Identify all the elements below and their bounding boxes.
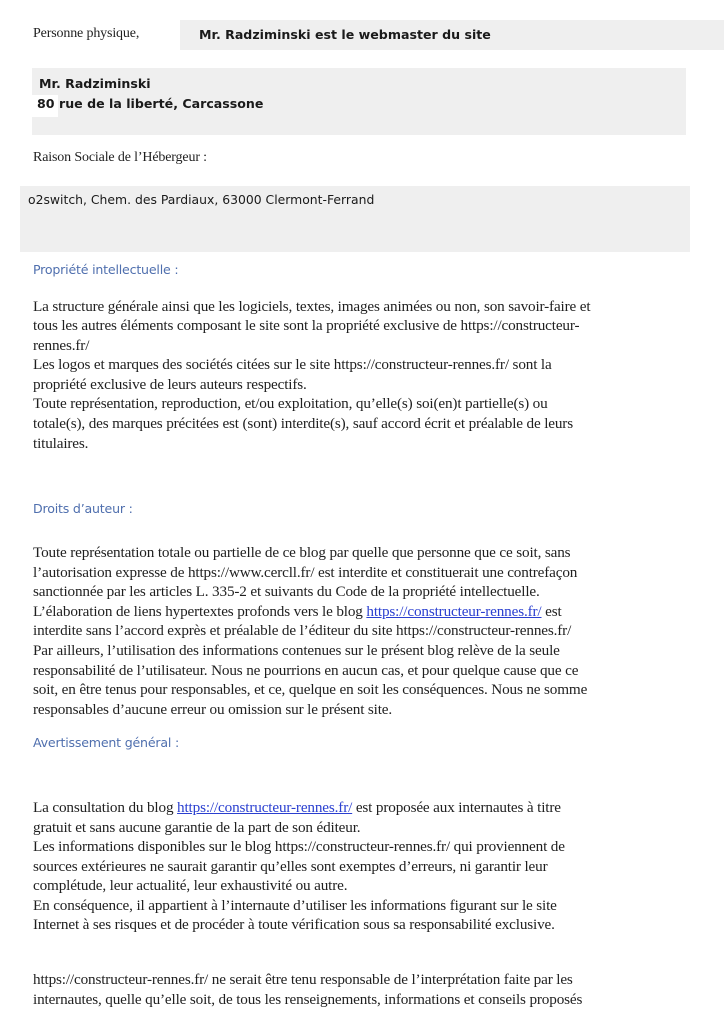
host-value: o2switch, Chem. des Pardiaux, 63000 Clermont-Ferrand <box>28 192 375 207</box>
warning-line: Les informations disponibles sur le blog https://constructeur-rennes.fr/ qui proviennent de <box>33 838 565 855</box>
copyright-line: l’autorisation expresse de https://www.cercll.fr/ est interdite et constituerait une contrefaçon <box>33 564 578 581</box>
heading-intellectual-property: Propriété intellectuelle : <box>33 262 179 277</box>
copyright-line-text: L’élaboration de liens hypertextes profonds vers le blog <box>33 603 367 620</box>
identity-value: Mr. Radziminski est le webmaster du site <box>199 27 491 42</box>
warning-line-text: La consultation du blog <box>33 799 178 816</box>
heading-copyright: Droits d’auteur : <box>33 501 133 516</box>
copyright-line: sanctionnée par les articles L. 335-2 et suivants du Code de la propriété intellectuelle. <box>33 583 540 600</box>
copyright-line: responsabilité de l’utilisateur. Nous ne pourrions en aucun cas, et pour quelque cause que ce <box>33 662 579 679</box>
warning-line: complétude, leur actualité, leur exhaustivité ou autre. <box>33 877 348 894</box>
ip-line: rennes.fr/ <box>33 337 90 354</box>
ip-line: Toute représentation, reproduction, et/ou exploitation, qu’elle(s) soi(en)t partielle(s) ou <box>33 395 548 412</box>
warning-line: Internet à ses risques et de procéder à toute vérification sous sa responsabilité exclusive. <box>33 916 555 933</box>
heading-general-warning: Avertissement général : <box>33 735 180 750</box>
ip-line: propriété exclusive de leurs auteurs respectifs. <box>33 376 307 393</box>
ip-line: Les logos et marques des sociétés citées sur le site https://constructeur-rennes.fr/ sont la <box>33 356 552 373</box>
ip-line: La structure générale ainsi que les logiciels, textes, images animées ou non, son savoir-faire et <box>33 298 591 315</box>
address-name: Mr. Radziminski <box>39 76 151 91</box>
warning-line: internautes, quelle qu’elle soit, de tous les renseignements, informations et conseils proposés <box>33 991 583 1008</box>
copyright-line: soit, en être tenus pour responsables, et ce, quelque en soit les conséquences. Nous ne somme <box>33 681 588 698</box>
copyright-line <box>33 603 562 621</box>
warning-line <box>33 799 561 817</box>
identity-label: Personne physique, <box>33 26 140 41</box>
constructeur-rennes-link[interactable]: https://constructeur-rennes.fr/ <box>177 799 353 816</box>
warning-line: gratuit et sans aucune garantie de la part de son éditeur. <box>33 819 361 836</box>
ip-line: totale(s), des marques précitées est (sont) interdite(s), sauf accord écrit et préalable de leurs <box>33 415 573 432</box>
copyright-line: responsables d’aucune erreur ou omission sur le présent site. <box>33 701 393 718</box>
ip-line: titulaires. <box>33 435 89 452</box>
copyright-line-text: est <box>541 603 562 620</box>
warning-line: sources extérieures ne saurait garantir qu’elles sont exemptes d’erreurs, ni garantir leur <box>33 858 548 875</box>
constructeur-rennes-link[interactable]: https://constructeur-rennes.fr/ <box>366 603 542 620</box>
address-street: rue de la liberté, Carcassone <box>59 96 264 111</box>
warning-line: https://constructeur-rennes.fr/ ne serait être tenu responsable de l’interprétation faite par les <box>33 971 573 988</box>
address-number: 80 <box>37 96 55 111</box>
host-label: Raison Sociale de l’Hébergeur : <box>33 150 207 165</box>
warning-line: En conséquence, il appartient à l’internaute d’utiliser les informations figurant sur le site <box>33 897 557 914</box>
ip-line: tous les autres éléments composant le site sont la propriété exclusive de https://constructeur- <box>33 317 580 334</box>
warning-line-text: est proposée aux internautes à titre <box>352 799 561 816</box>
copyright-line: Par ailleurs, l’utilisation des informations contenues sur le présent blog relève de la seule <box>33 642 560 659</box>
copyright-line: Toute représentation totale ou partielle de ce blog par quelle que personne que ce soit, sans <box>33 544 571 561</box>
copyright-line: interdite sans l’accord exprès et préalable de l’éditeur du site https://constructeur-rennes.fr/ <box>33 622 572 639</box>
